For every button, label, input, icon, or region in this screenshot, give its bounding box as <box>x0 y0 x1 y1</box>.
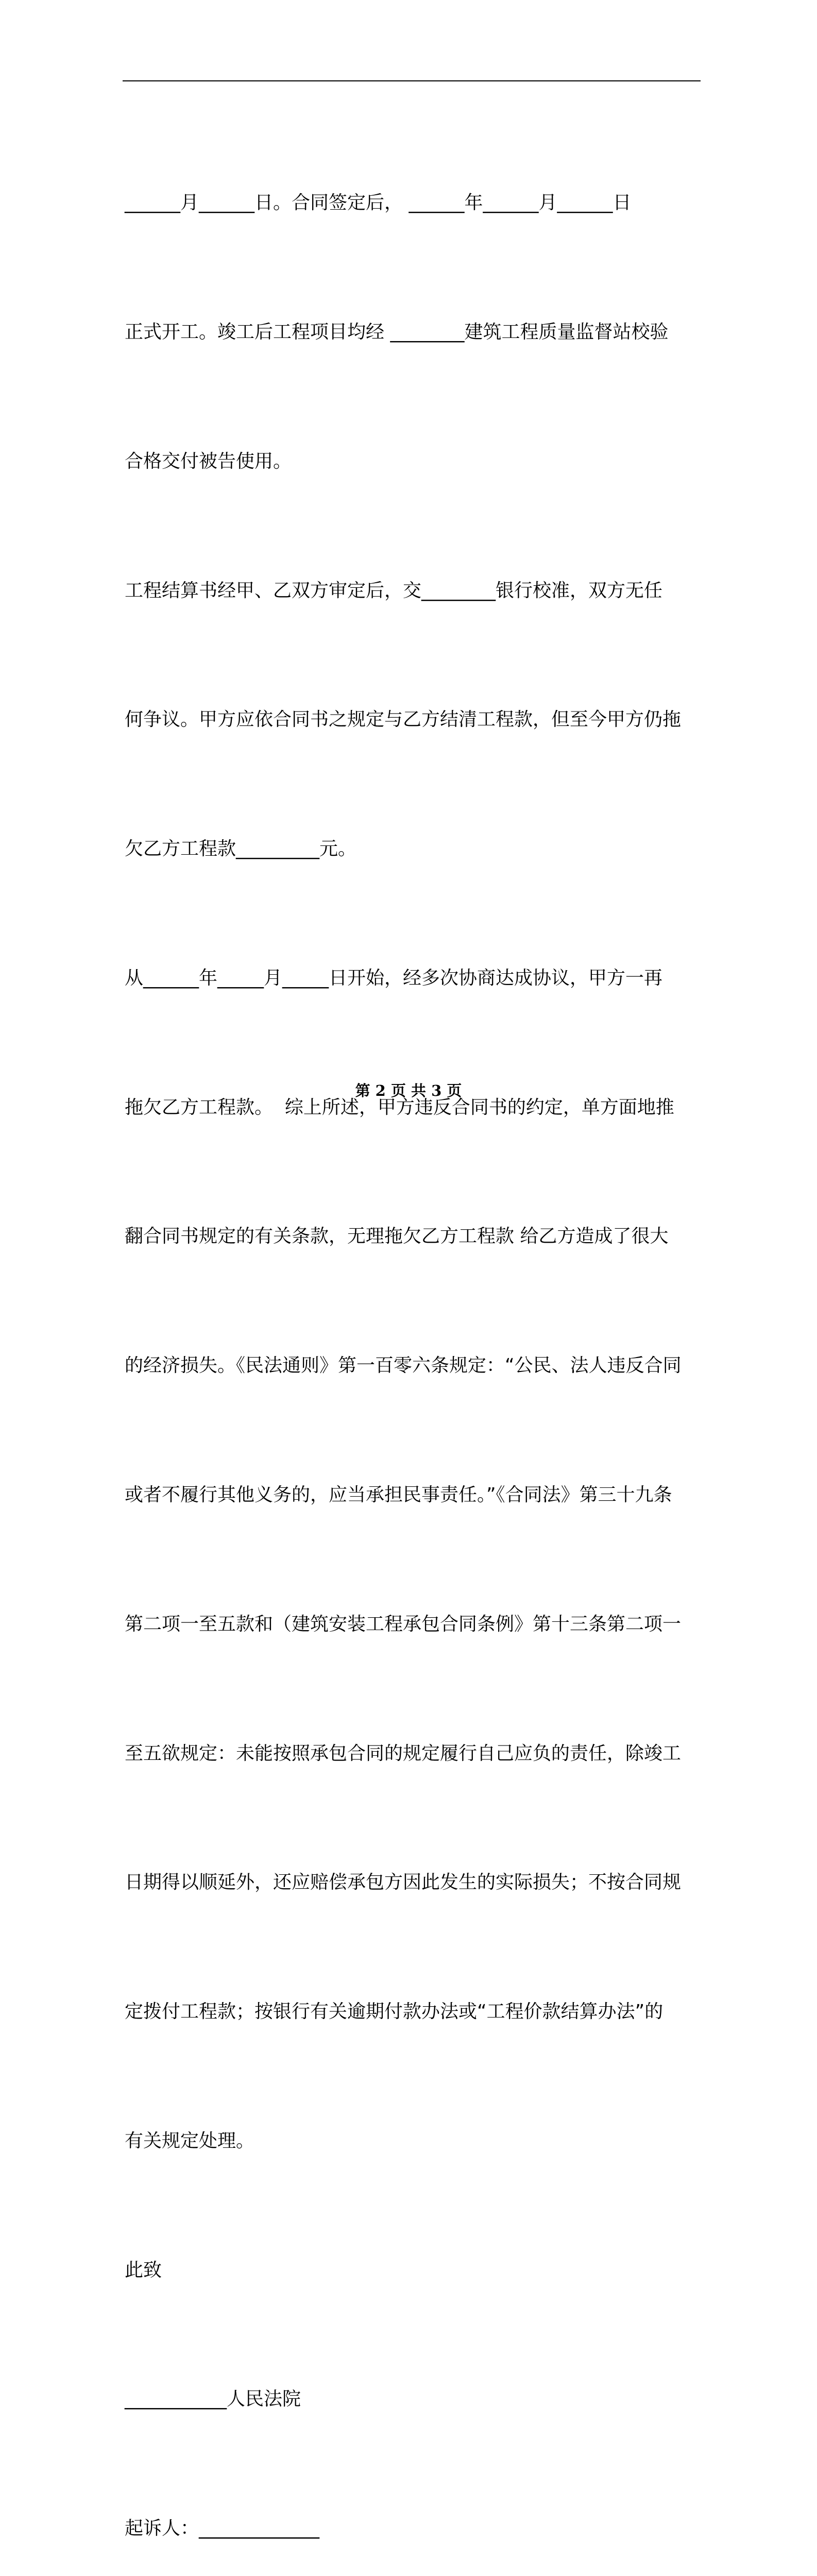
text-line: 工程结算书经甲、乙双方审定后，交________银行校准，双方无任 <box>125 580 663 601</box>
text-line: 或者不履行其他义务的，应当承担民事责任。”《合同法》第三十九条 <box>125 1484 672 1505</box>
court-name: ___________人民法院 <box>125 2388 301 2410</box>
header-rule <box>123 80 701 81</box>
text-line: 第二项一至五款和（建筑安装工程承包合同条例》第十三条第二项一 <box>125 1613 682 1635</box>
text-line: 定拨付工程款；按银行有关逾期付款办法或“工程价款结算办法”的 <box>125 2001 663 2023</box>
text-line: 合格交付被告使用。 <box>125 450 292 472</box>
text-line: ______月______日。合同签定后， ______年______月______日 <box>125 192 632 214</box>
text-line: 何争议。甲方应依合同书之规定与乙方结清工程款，但至今甲方仍拖 <box>125 709 682 731</box>
plaintiff-signature: 起诉人：_____________ <box>125 2518 320 2539</box>
text-line: 的经济损失。《民法通则》第一百零六条规定：“公民、法人违反合同 <box>125 1355 682 1377</box>
text-line: 有关规定处理。 <box>125 2130 255 2151</box>
text-line: 拖欠乙方工程款。 综上所述，甲方违反合同书的约定，单方面地推 <box>125 1096 674 1118</box>
page-number-footer: 第 2 页 共 3 页 <box>355 1082 462 1099</box>
document-body <box>125 95 701 2576</box>
text-line: 从______年_____月_____日开始，经多次协商达成协议，甲方一再 <box>125 967 663 989</box>
closing-salutation: 此致 <box>125 2259 162 2281</box>
text-line: 正式开工。竣工后工程项目均经 ________建筑工程质量监督站校验 <box>125 321 669 343</box>
text-line: 日期得以顺延外，还应赔偿承包方因此发生的实际损失；不按合同规 <box>125 1872 682 1893</box>
text-line: 至五欲规定：未能按照承包合同的规定履行自己应负的责任，除竣工 <box>125 1742 682 1764</box>
text-line: 翻合同书规定的有关条款，无理拖欠乙方工程款 给乙方造成了很大 <box>125 1226 669 1247</box>
text-line: 欠乙方工程款_________元。 <box>125 838 357 860</box>
